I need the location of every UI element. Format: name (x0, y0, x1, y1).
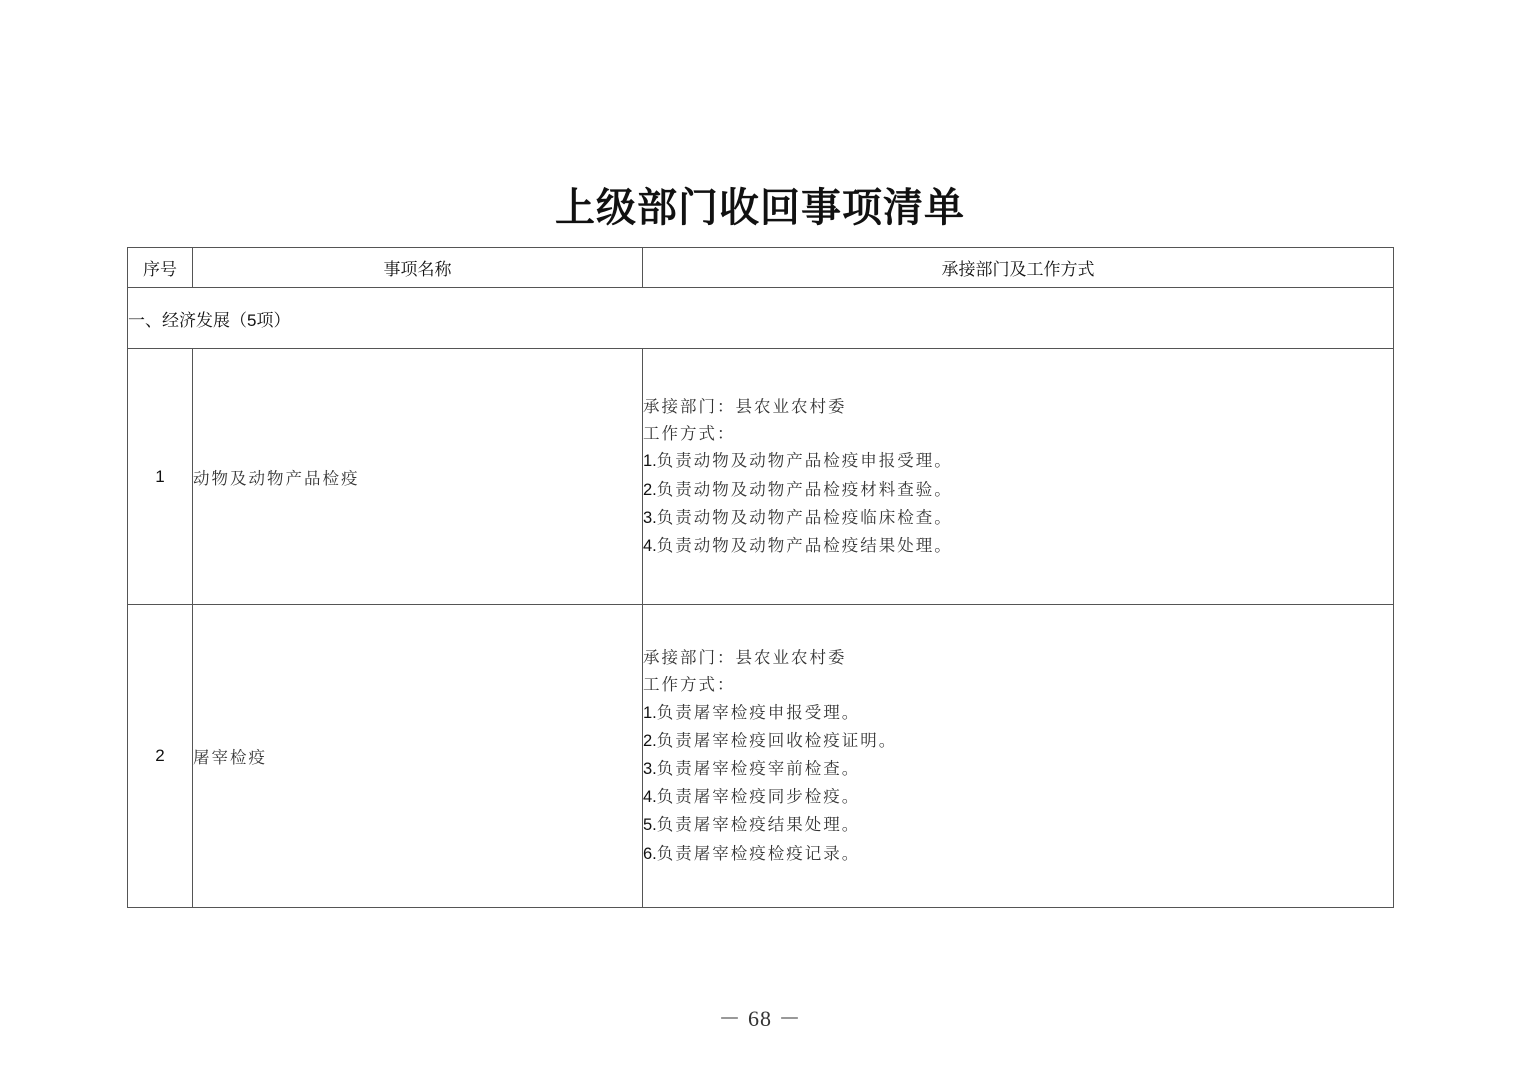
task-text: 负责动物及动物产品检疫材料查验。 (656, 479, 953, 499)
task-text: 负责屠宰检疫结果处理。 (656, 815, 861, 835)
task-item (643, 699, 1393, 727)
dept-method-cell (643, 349, 1394, 605)
task-number: 5. (643, 816, 657, 835)
table-header-row (128, 248, 1394, 288)
document-title: 上级部门收回事项清单 (555, 184, 965, 231)
task-item (643, 532, 1393, 560)
table-row (128, 349, 1394, 605)
section-row (128, 288, 1394, 349)
task-number: 2. (643, 480, 657, 499)
task-text: 负责动物及动物产品检疫临床检查。 (656, 507, 953, 527)
task-text: 负责动物及动物产品检疫申报受理。 (656, 451, 953, 471)
task-item (643, 811, 1393, 839)
task-item (643, 447, 1393, 475)
task-number: 1. (643, 703, 657, 722)
task-number: 3. (643, 760, 657, 778)
dept-line: 承接部门：县农业农村委 (643, 396, 847, 416)
item-name: 动物及动物产品检疫 (193, 349, 643, 605)
task-number: 6. (643, 844, 657, 863)
section-label: 一、经济发展（5项） (128, 288, 1394, 349)
task-text: 负责屠宰检疫申报受理。 (656, 702, 861, 722)
dept-method-cell (643, 605, 1394, 908)
task-text: 负责屠宰检疫宰前检查。 (656, 759, 861, 778)
task-number: 4. (643, 536, 657, 555)
method-label: 工作方式： (643, 424, 736, 444)
task-text: 负责屠宰检疫同步检疫。 (656, 787, 861, 807)
row-number: 1 (128, 349, 193, 605)
dept-line: 承接部门：县农业农村委 (643, 648, 847, 668)
task-item (643, 727, 1393, 755)
header-name: 事项名称 (193, 248, 643, 288)
item-name: 屠宰检疫 (193, 605, 643, 908)
table-row (128, 605, 1394, 908)
task-item (643, 783, 1393, 811)
items-table (127, 247, 1394, 908)
header-no: 序号 (128, 248, 193, 288)
task-number: 2. (643, 731, 657, 750)
task-item (643, 840, 1393, 868)
task-item (643, 476, 1393, 504)
page-number: － 68 － (718, 1006, 802, 1031)
header-dept: 承接部门及工作方式 (643, 248, 1394, 288)
row-number: 2 (128, 605, 193, 908)
task-text: 负责屠宰检疫检疫记录。 (656, 843, 861, 863)
task-item (643, 504, 1393, 532)
task-item (643, 755, 1393, 783)
task-number: 1. (643, 452, 657, 471)
task-text: 负责动物及动物产品检疫结果处理。 (656, 535, 953, 555)
task-text: 负责屠宰检疫回收检疫证明。 (656, 730, 898, 750)
task-number: 3. (643, 508, 657, 527)
method-label: 工作方式： (643, 675, 736, 695)
task-number: 4. (643, 788, 657, 807)
